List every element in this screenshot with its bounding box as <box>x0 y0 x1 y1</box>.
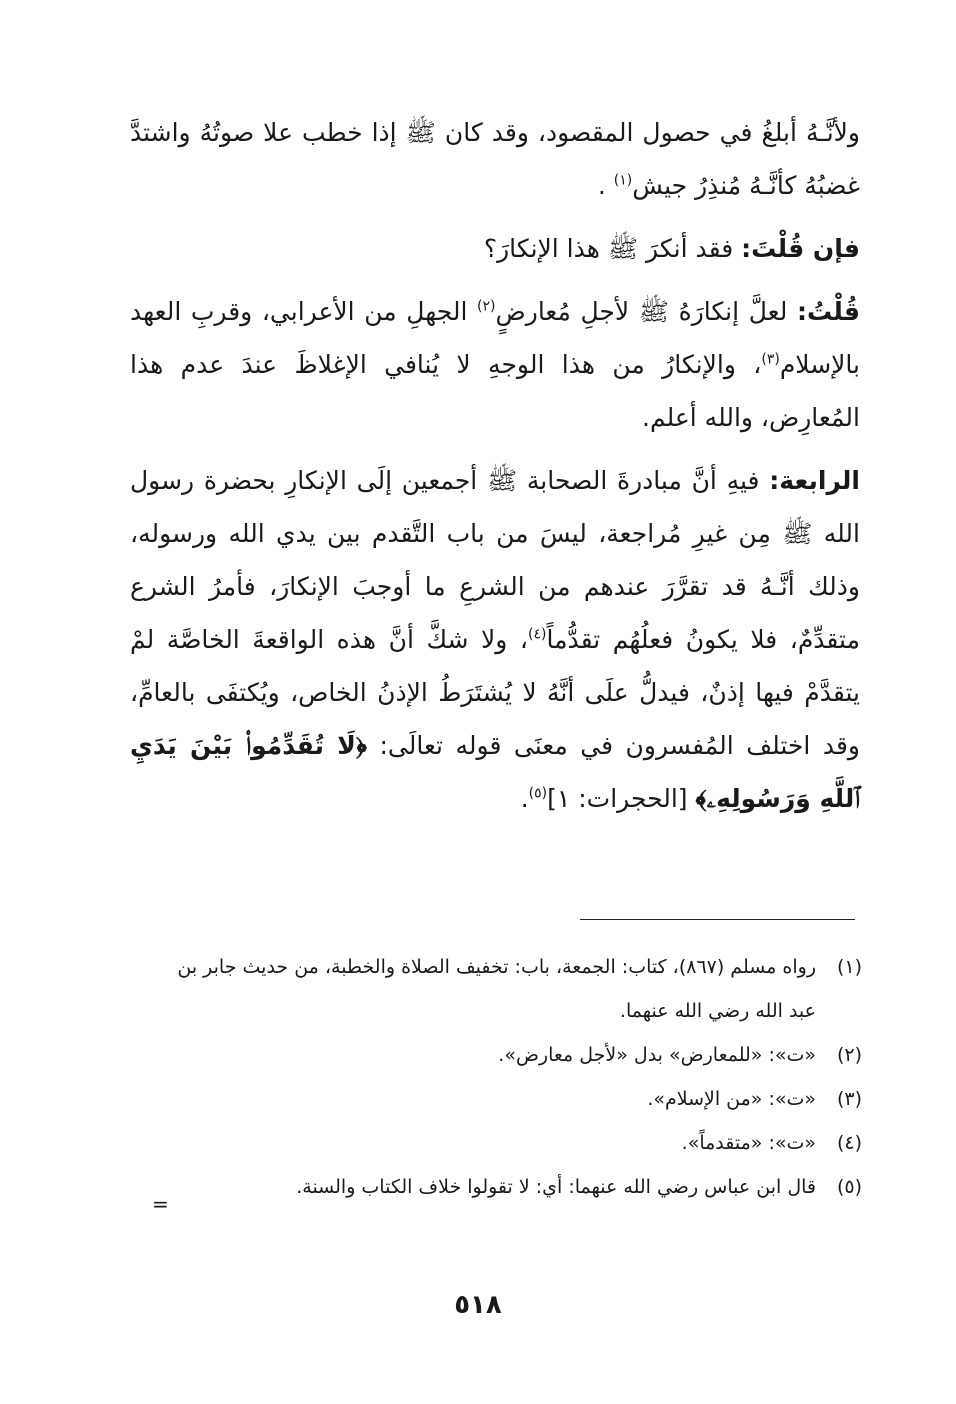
footnote-2-number: (٢) <box>836 1044 862 1066</box>
footnote-4-number: (٤) <box>836 1132 862 1154</box>
footnotes <box>150 945 862 1209</box>
footnote-ref-1[interactable]: (١) <box>613 172 633 189</box>
footnote-3 <box>150 1077 862 1121</box>
paragraph-3-text-c: ، والإنكارُ من هذا الوجهِ لا يُنافي الإغلاظَ عندَ عدم هذا المُعارِض، والله أعلم. <box>130 350 860 432</box>
paragraph-3-lead: قُلْتُ: <box>796 297 860 326</box>
footnote-1 <box>150 945 862 1033</box>
footnote-5-text: قال ابن عباس رضي الله عنهما: أي: لا تقولوا خلاف الكتاب والسنة. <box>296 1176 816 1198</box>
footnote-2-text: «ت»: «للمعارض» بدل «لأجل معارض». <box>498 1044 816 1066</box>
paragraph-4-text-b: ، ولا شكَّ أنَّ هذه الواقعةَ الخاصَّة لمْ يتقدَّمْ فيها إذنٌ، فيدلُّ علَى أنَّهُ لا يُشتَرَطُ الإذنُ الخاص، ويُكتفَى بالعامِّ، وقد اختلف المُفسرون في معنَى قوله تعالَى: <box>130 625 860 760</box>
main-text <box>130 106 860 835</box>
paragraph-2-text: فقد أنكرَ ﷺ هذا الإنكارَ؟ <box>483 234 742 263</box>
paragraph-2-lead: فإن قُلْتَ: <box>741 234 860 263</box>
paragraph-3-text-b: الجهلِ من الأعرابي، وقربِ العهد بالإسلام <box>130 297 860 379</box>
paragraph-2 <box>130 222 860 275</box>
footnote-1-text: رواه مسلم (٨٦٧)، كتاب: الجمعة، باب: تخفيف الصلاة والخطبة، من حديث جابر بن عبد الله رضي الله عنهما. <box>177 956 816 1022</box>
page-number: ٥١٨ <box>454 1290 502 1320</box>
paragraph-4 <box>130 454 860 825</box>
footnote-4-text: «ت»: «متقدماً». <box>681 1132 816 1154</box>
quran-verse: ﴿لَا تُقَدِّمُوا۟ بَيْنَ يَدَيِ ٱللَّهِ وَرَسُولِهِۦ﴾ <box>130 731 860 813</box>
paragraph-1-text: ولأنَّـهُ أبلغُ في حصول المقصود، وقد كان ﷺ إذا خطب علا صوتُهُ واشتدَّ غضبُهُ كأنَّـهُ مُنذِرُ جيش <box>130 118 860 200</box>
paragraph-4-lead: الرابعة: <box>769 466 860 495</box>
paragraph-4-end: . <box>520 784 529 813</box>
footnote-ref-2[interactable]: (٢) <box>477 298 496 315</box>
footnote-3-text: «ت»: «من الإسلام». <box>647 1088 816 1110</box>
footnote-4 <box>150 1121 862 1165</box>
footnote-5 <box>150 1165 862 1209</box>
footnote-separator <box>580 919 855 920</box>
verse-citation: [الحجرات: ١] <box>547 784 696 813</box>
footnote-5-number: (٥) <box>836 1176 862 1198</box>
paragraph-4-text: فيهِ أنَّ مبادرةَ الصحابة ﷺ أجمعين إلَى الإنكارِ بحضرة رسول الله ﷺ مِن غيرِ مُراجعة، ليسَ من باب التَّقدم بين يدي الله ورسوله، وذلك أنَّـهُ قد تقرَّرَ عندهم من الشرعِ ما أوجبَ الإنكارَ، فأمرُ الشرع متقدِّمٌ، فلا يكونُ فعلُهُم تقدُّماً <box>130 466 860 654</box>
paragraph-1 <box>130 106 860 212</box>
footnote-ref-5[interactable]: (٥) <box>528 785 548 802</box>
paragraph-3 <box>130 285 860 444</box>
footnote-3-number: (٣) <box>836 1088 862 1110</box>
paragraph-3-text: لعلَّ إنكارَهُ ﷺ لأجلِ مُعارضٍ <box>495 297 797 326</box>
footnote-ref-3[interactable]: (٣) <box>761 351 780 368</box>
footnote-2 <box>150 1033 862 1077</box>
footnote-1-number: (١) <box>836 956 862 978</box>
footnote-ref-4[interactable]: (٤) <box>528 626 547 643</box>
paragraph-1-end: . <box>597 171 614 200</box>
continuation-mark: = <box>152 1192 169 1216</box>
